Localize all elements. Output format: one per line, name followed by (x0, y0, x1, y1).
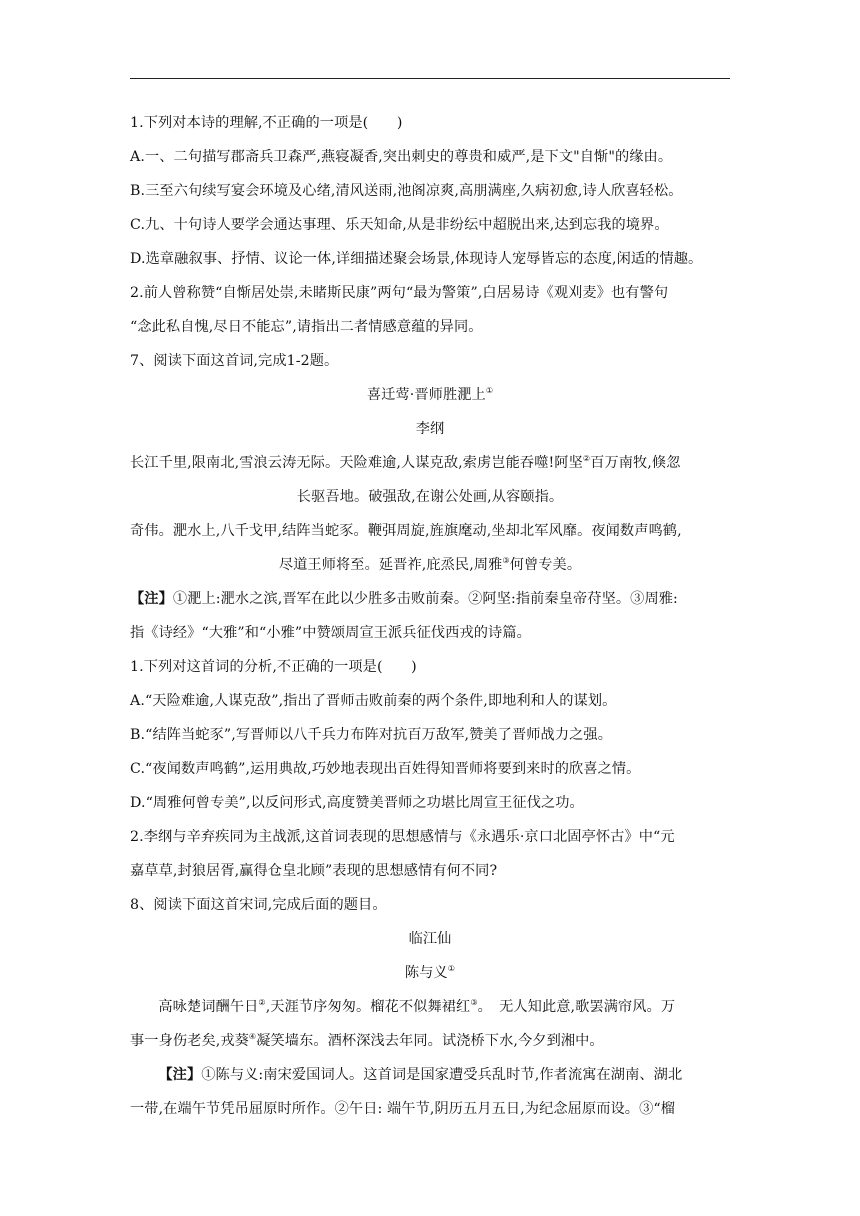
q7-poem-line-3: 奇伟。淝水上,八千戈甲,结阵当蛇豕。鞭弭周旋,旌旗麾动,坐却北军风靡。夜闻数声鸣鹤, (130, 523, 682, 539)
q8-author-footnote: ① (447, 964, 456, 973)
q7-poem-line-4a: 尽道王师将至。延晋祚,庇烝民,周雅 (278, 557, 503, 573)
q8-author-text: 陈与义 (404, 965, 448, 981)
q7-poem-author: 李纲 (415, 421, 445, 437)
q8-poem-line-2 (130, 1024, 730, 1058)
q8-poem-line-2b: 凝笑墙东。酒杯深浅去年同。试浇桥下水,今夕到湘中。 (256, 1033, 604, 1049)
q8-poem-line-1b: ,天涯节序匆匆。榴花不似舞裙红 (265, 999, 471, 1015)
q7-option-b: B.“结阵当蛇豕”,写晋师以八千兵力布阵对抗百万敌军,赞美了晋师战力之强。 (130, 727, 612, 743)
q8-poem-author (130, 956, 730, 990)
q8-poem-title: 临江仙 (408, 931, 452, 947)
q8-poem-footnote-4: ④ (248, 1032, 257, 1041)
q7-poem-line-4 (130, 548, 730, 582)
q7-poem-footnote-2: ② (582, 454, 591, 463)
q8-note-label: 【注】 (158, 1067, 202, 1083)
document-body (130, 106, 730, 1126)
q8-note-line-2: 一带,在端午节凭吊屈原时所作。②午日: 端午节,阴历五月五日,为纪念屈原而设。③“榴 (130, 1101, 676, 1117)
q8-intro: 8、阅读下面这首宋词,完成后面的题目。 (130, 897, 387, 913)
q6-option-c: C.九、十句诗人要学会通达事理、乐天知命,从是非纷纭中超脱出来,达到忘我的境界。 (130, 217, 669, 233)
q8-note-line-1 (130, 1058, 730, 1092)
q7-question-2-line-2: 嘉草草,封狼居胥,赢得仓皇北顾”表现的思想感情有何不同? (130, 863, 498, 879)
q8-poem-line-1c: 。 无人知此意,歌罢满帘风。万 (477, 999, 676, 1015)
q6-option-b: B.三至六句续写宴会环境及心绪,清风送雨,池阁凉爽,高朋满座,久病初愈,诗人欣喜轻松。 (130, 183, 683, 199)
q7-poem-title (130, 378, 730, 412)
q8-poem-line-1a: 高咏楚词酬午日 (158, 999, 259, 1015)
q7-title-text: 喜迁莺·晋师胜淝上 (366, 387, 486, 403)
q6-option-a: A.一、二句描写郡斋兵卫森严,燕寝凝香,突出刺史的尊贵和威严,是下文"自惭"的缘由。 (130, 149, 673, 165)
q8-poem-footnote-3: ③ (470, 998, 478, 1007)
q7-poem-line-1 (130, 446, 730, 480)
q7-poem-line-1b: 百万南牧,倏忽 (590, 455, 681, 471)
q7-poem-line-4b: 何曾专美。 (509, 557, 582, 573)
q8-poem-line-1 (130, 990, 730, 1024)
q6-question-2-line-2: “念此私自愧,尽日不能忘”,请指出二者情感意蕴的异同。 (130, 319, 483, 335)
q7-note-text-1: ①淝上:淝水之滨,晋军在此以少胜多击败前秦。②阿坚:指前秦皇帝苻坚。③周雅: (172, 591, 678, 607)
q7-poem-line-1a: 长江千里,限南北,雪浪云涛无际。天险难逾,人谋克敌,索虏岂能吞噬!阿坚 (130, 455, 583, 471)
q7-option-c: C.“夜闻数声鸣鹤”,运用典故,巧妙地表现出百姓得知晋师将要到来时的欣喜之情。 (130, 761, 641, 777)
q7-poem-line-2: 长驱吾地。破强敌,在谢公处画,从容颐指。 (296, 489, 564, 505)
q7-note-line-1 (130, 582, 730, 616)
q7-note-line-2: 指《诗经》“大雅”和“小雅”中赞颂周宣王派兵征伐西戎的诗篇。 (130, 625, 531, 641)
header-rule (130, 78, 730, 79)
q8-poem-line-2a: 事一身伤老矣,戎葵 (130, 1033, 249, 1049)
q7-option-d: D.“周雅何曾专美”,以反问形式,高度赞美晋师之功堪比周宣王征伐之功。 (130, 795, 584, 811)
q7-note-label: 【注】 (130, 591, 173, 607)
q6-question-1-stem: 1.下列对本诗的理解,不正确的一项是( ) (130, 115, 403, 131)
q8-note-text-1: ①陈与义:南宋爱国词人。这首词是国家遭受兵乱时节,作者流寓在湖南、湖北 (201, 1067, 683, 1083)
q7-intro: 7、阅读下面这首词,完成1-2题。 (130, 353, 339, 369)
q7-question-2-line-1: 2.李纲与辛弃疾同为主战派,这首词表现的思想感情与《永遇乐·京口北固亭怀古》中“元 (130, 829, 675, 845)
q7-poem-footnote-3: ③ (502, 556, 510, 565)
q7-option-a: A.“天险难逾,人谋克敌”,指出了晋师击败前秦的两个条件,即地利和人的谋划。 (130, 693, 617, 709)
q8-poem-footnote-2: ② (258, 998, 266, 1007)
q7-question-1-stem: 1.下列对这首词的分析,不正确的一项是( ) (130, 659, 417, 675)
q6-question-2-line-1: 2.前人曾称赞“自惭居处崇,未睹斯民康”两句“最为警策”,白居易诗《观刈麦》也有警句 (130, 285, 669, 301)
q7-title-footnote: ① (485, 386, 494, 395)
q6-option-d: D.选章融叙事、抒情、议论一体,详细描述聚会场景,体现诗人宠辱皆忘的态度,闲适的情趣。 (130, 251, 703, 267)
